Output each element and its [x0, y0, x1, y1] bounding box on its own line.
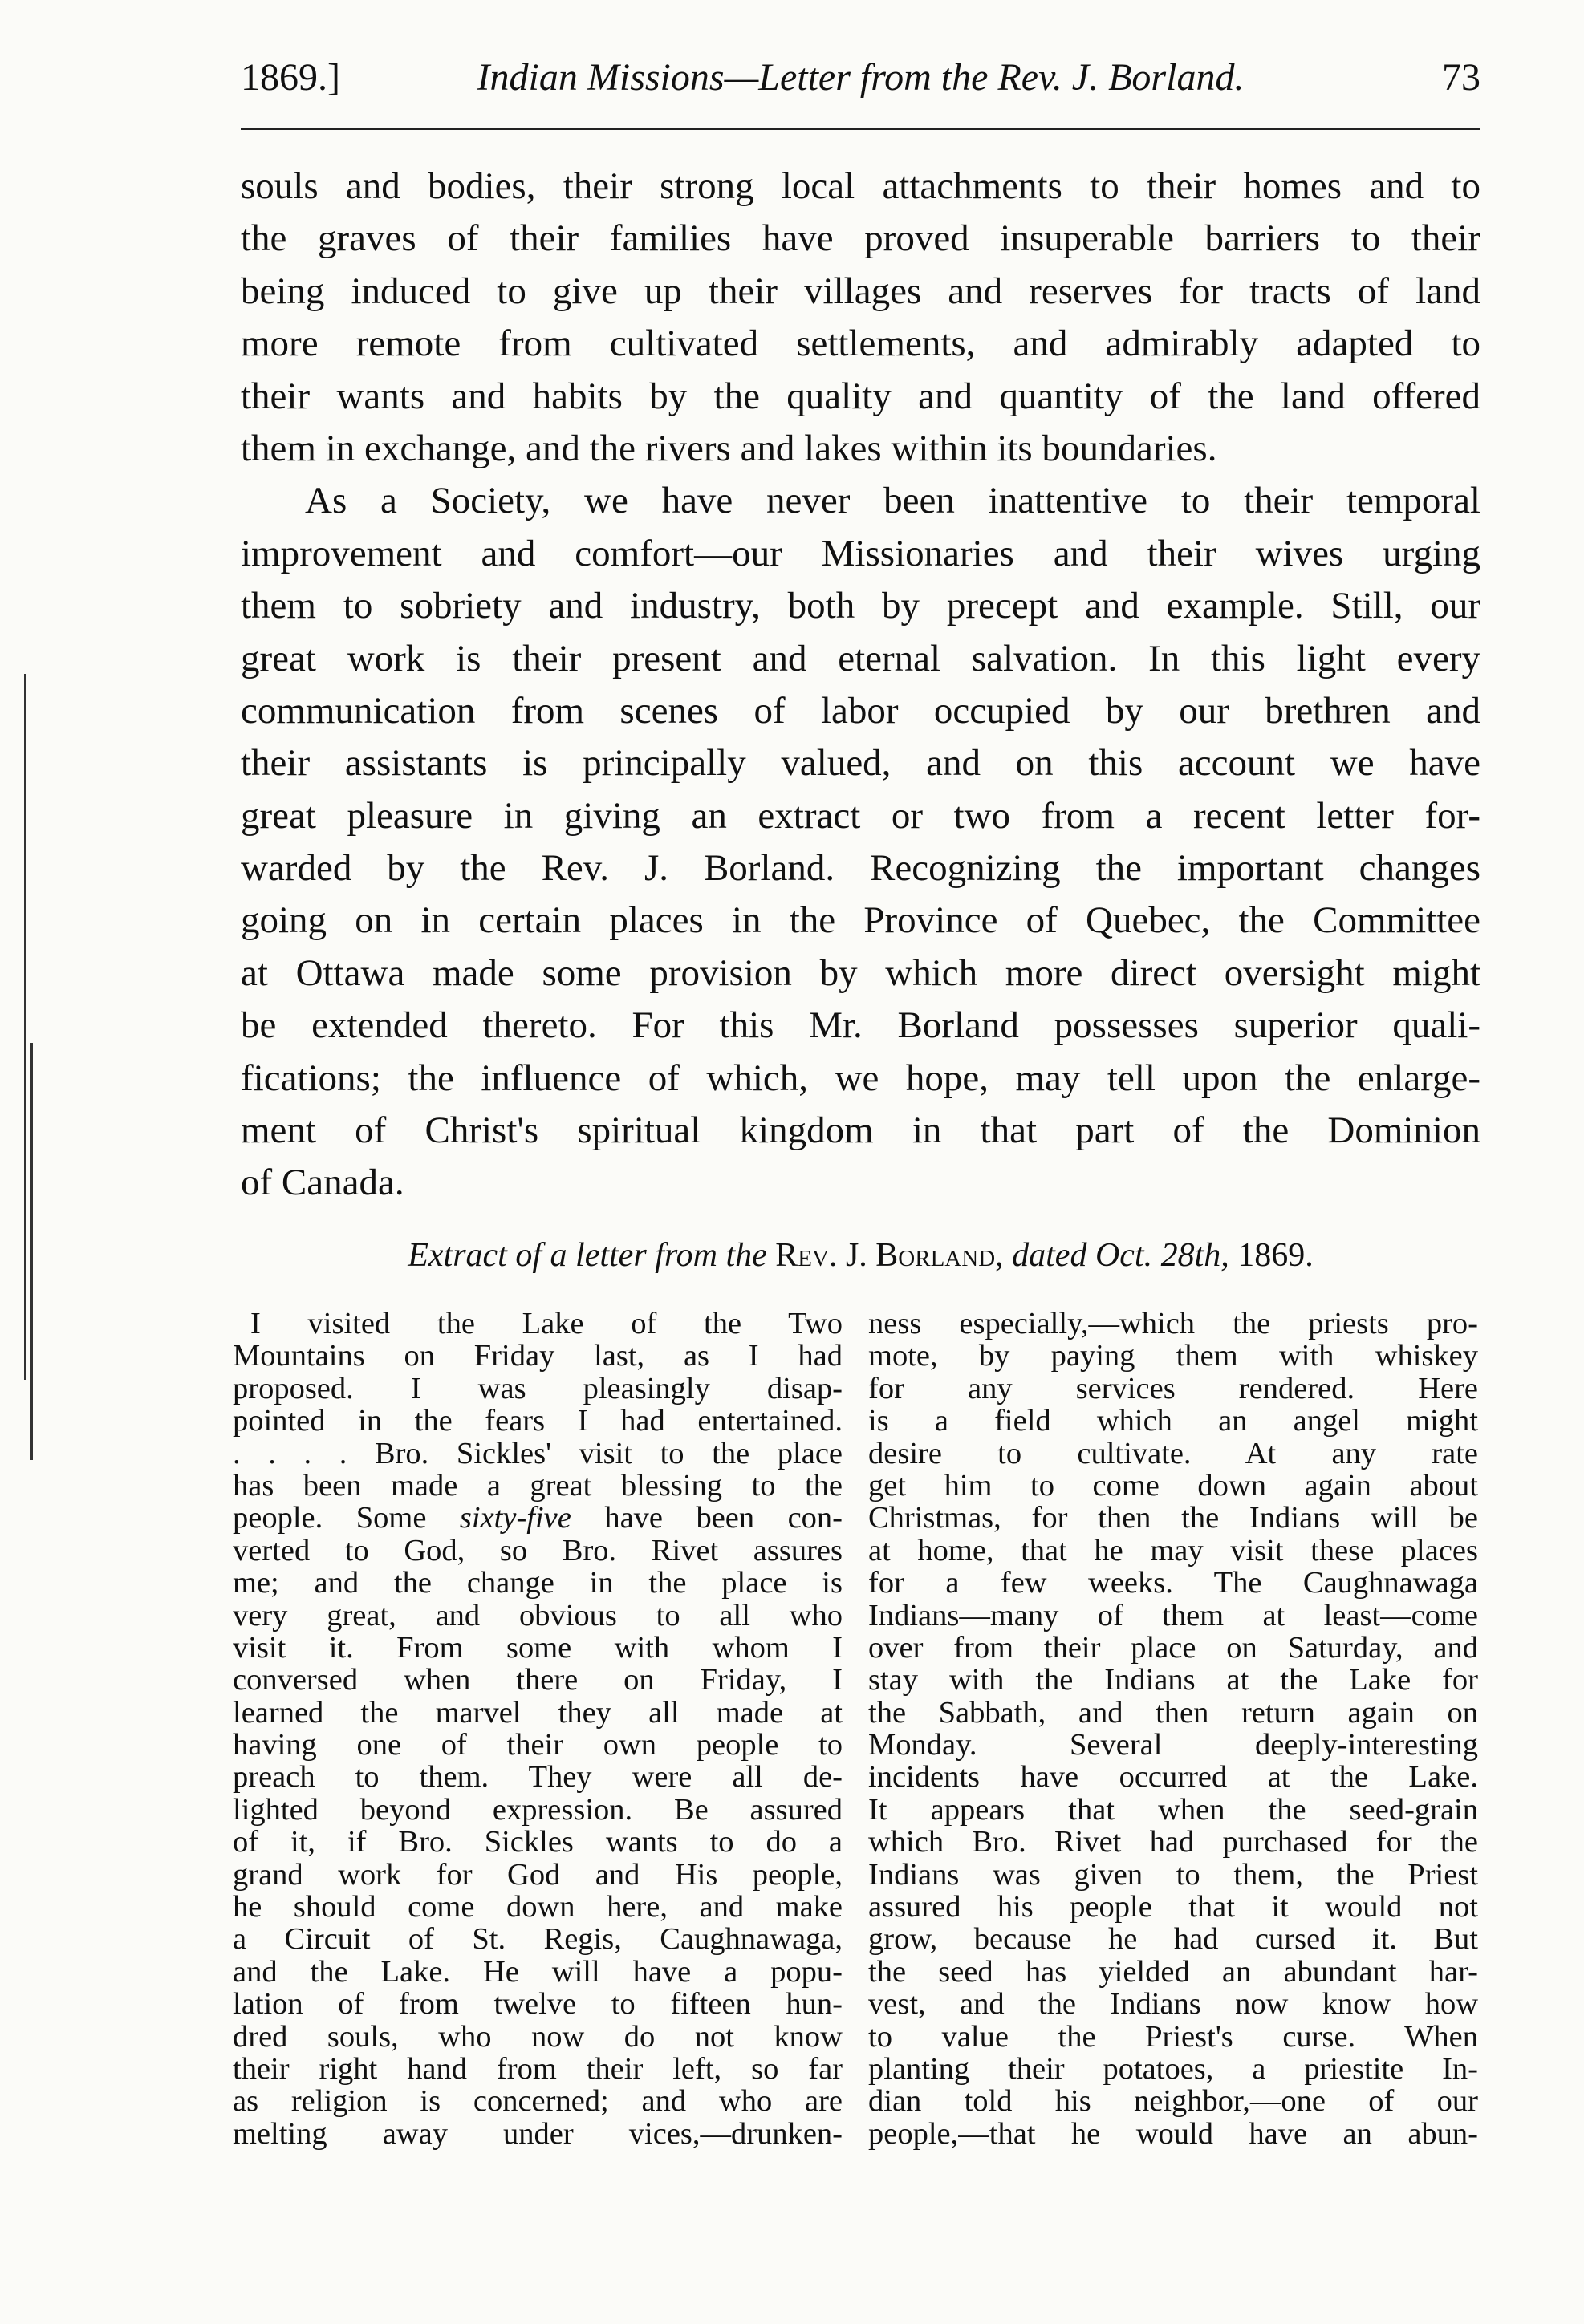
- column-line: at home, that he may visit these places: [868, 1533, 1478, 1568]
- body-line: be extended thereto. For this Mr. Borland possesses superior quali-: [241, 1004, 1480, 1047]
- column-line: for any services rendered. Here: [868, 1371, 1478, 1405]
- column-line: as religion is concerned; and who are: [233, 2084, 843, 2119]
- header-year: 1869.]: [241, 56, 340, 99]
- column-line: planting their potatoes, a priestite In-: [868, 2051, 1478, 2086]
- emphasis-sixty-five: sixty-five: [459, 1501, 571, 1535]
- margin-bracket-line: [30, 1043, 33, 1460]
- column-line: assured his people that it would not: [868, 1890, 1478, 1924]
- column-line: incidents have occurred at the Lake.: [868, 1760, 1478, 1795]
- column-line: dian told his neighbor,—one of our: [868, 2084, 1478, 2119]
- column-line: . . . . Bro. Sickles' visit to the place: [233, 1436, 843, 1470]
- column-line: having one of their own people to: [233, 1728, 843, 1762]
- column-line: lation of from twelve to fifteen hun-: [233, 1987, 843, 2022]
- body-line: more remote from cultivated settlements, and admirably adapted to: [241, 322, 1480, 365]
- header-title: Indian Missions—Letter from the Rev. J. Borland.: [477, 56, 1245, 99]
- body-line: their wants and habits by the quality and quantity of the land offered: [241, 375, 1480, 417]
- column-line: Indians was given to them, the Priest: [868, 1857, 1478, 1892]
- body-line: going on in certain places in the Province of Quebec, the Committee: [241, 899, 1480, 942]
- column-line: get him to come down again about: [868, 1468, 1478, 1503]
- column-line: Monday. Several deeply-interesting: [868, 1728, 1478, 1762]
- body-line: the graves of their families have proved insuperable barriers to their: [241, 217, 1480, 260]
- column-line: he should come down here, and make: [233, 1890, 843, 1924]
- letter-column-left: [233, 1308, 843, 2150]
- caption-name: Borland,: [875, 1237, 1004, 1274]
- column-line: is a field which an angel might: [868, 1404, 1478, 1438]
- caption-prefix: Extract of a letter from the: [408, 1237, 767, 1274]
- column-line: ness especially,—which the priests pro-: [868, 1307, 1478, 1340]
- column-line: a Circuit of St. Regis, Caughnawaga,: [233, 1922, 843, 1957]
- column-line: melting away under vices,—drunken-: [233, 2116, 843, 2151]
- column-line: and the Lake. He will have a popu-: [233, 1954, 843, 1989]
- body-line: their assistants is principally valued, and on this account we have: [241, 742, 1480, 785]
- column-line: to value the Priest's curse. When: [868, 2019, 1478, 2054]
- caption-initial: J.: [845, 1237, 867, 1274]
- body-line: of Canada.: [241, 1162, 404, 1204]
- body-line: being induced to give up their villages and reserves for tracts of land: [241, 270, 1480, 312]
- column-line: very great, and obvious to all who: [233, 1598, 843, 1632]
- column-line: the seed has yielded an abundant har-: [868, 1954, 1478, 1989]
- column-line: Indians—many of them at least—come: [868, 1598, 1478, 1632]
- body-line: As a Society, we have never been inattentive to their temporal: [305, 480, 1480, 522]
- column-line: dred souls, who now do not know: [233, 2019, 843, 2054]
- column-line: stay with the Indians at the Lake for: [868, 1663, 1478, 1697]
- body-line: them in exchange, and the rivers and lakes within its boundaries.: [241, 427, 1217, 469]
- column-line: grow, because he had cursed it. But: [868, 1922, 1478, 1957]
- column-line: grand work for God and His people,: [233, 1857, 843, 1892]
- column-line: desire to cultivate. At any rate: [868, 1436, 1478, 1470]
- extract-caption: [241, 1231, 1480, 1280]
- column-line: pointed in the fears I had entertained.: [233, 1404, 843, 1438]
- column-line: preach to them. They were all de-: [233, 1760, 843, 1795]
- column-line: It appears that when the seed-grain: [868, 1792, 1478, 1827]
- header-rule: [241, 128, 1480, 130]
- body-line: communication from scenes of labor occupied by our brethren and: [241, 689, 1480, 732]
- column-line: people,—that he would have an abun-: [868, 2116, 1478, 2151]
- column-line: conversed when there on Friday, I: [233, 1663, 843, 1697]
- body-line: warded by the Rev. J. Borland. Recognizing the important changes: [241, 847, 1480, 890]
- column-line: has been made a great blessing to the: [233, 1468, 843, 1503]
- body-line: great pleasure in giving an extract or two from a recent letter for-: [241, 794, 1480, 837]
- column-line: of it, if Bro. Sickles wants to do a: [233, 1825, 843, 1860]
- body-line: them to sobriety and industry, both by precept and example. Still, our: [241, 585, 1480, 627]
- column-line: which Bro. Rivet had purchased for the: [868, 1825, 1478, 1860]
- caption-dated: dated Oct. 28th,: [1012, 1237, 1229, 1274]
- column-line-segment: have been con-: [604, 1501, 843, 1535]
- column-line: learned the marvel they all made at: [233, 1695, 843, 1730]
- column-line: [233, 1502, 843, 1534]
- column-line: visit it. From some with whom I: [233, 1630, 843, 1665]
- column-line-segment: people. Some: [233, 1501, 427, 1535]
- column-line: lighted beyond expression. Be assured: [233, 1792, 843, 1827]
- column-line: the Sabbath, and then return again on: [868, 1695, 1478, 1730]
- body-line: fications; the influence of which, we hope, may tell upon the enlarge-: [241, 1057, 1480, 1099]
- column-line: their right hand from their left, so far: [233, 2051, 843, 2086]
- column-line: mote, by paying them with whiskey: [868, 1339, 1478, 1373]
- column-line: Christmas, for then the Indians will be: [868, 1501, 1478, 1535]
- body-paragraphs: [241, 160, 1480, 1210]
- body-line: ment of Christ's spiritual kingdom in that part of the Dominion: [241, 1109, 1480, 1152]
- page-number: 73: [1442, 56, 1480, 99]
- column-line: verted to God, so Bro. Rivet assures: [233, 1533, 843, 1568]
- column-line: I visited the Lake of the Two: [250, 1307, 843, 1340]
- body-line: improvement and comfort—our Missionaries and their wives urging: [241, 532, 1480, 574]
- column-line: proposed. I was pleasingly disap-: [233, 1371, 843, 1405]
- running-header: [241, 50, 1480, 106]
- body-line: souls and bodies, their strong local attachments to their homes and to: [241, 165, 1480, 207]
- body-line: great work is their present and eternal salvation. In this light every: [241, 637, 1480, 679]
- column-line: me; and the change in the place is: [233, 1566, 843, 1600]
- letter-column-right: [868, 1308, 1478, 2150]
- caption-rev: Rev.: [775, 1237, 838, 1274]
- margin-bracket-line: [24, 674, 26, 1380]
- column-line: vest, and the Indians now know how: [868, 1987, 1478, 2022]
- column-line: for a few weeks. The Caughnawaga: [868, 1566, 1478, 1600]
- column-line: Mountains on Friday last, as I had: [233, 1339, 843, 1373]
- caption-year: 1869.: [1237, 1237, 1314, 1274]
- column-line: over from their place on Saturday, and: [868, 1630, 1478, 1665]
- body-line: at Ottawa made some provision by which more direct oversight might: [241, 951, 1480, 994]
